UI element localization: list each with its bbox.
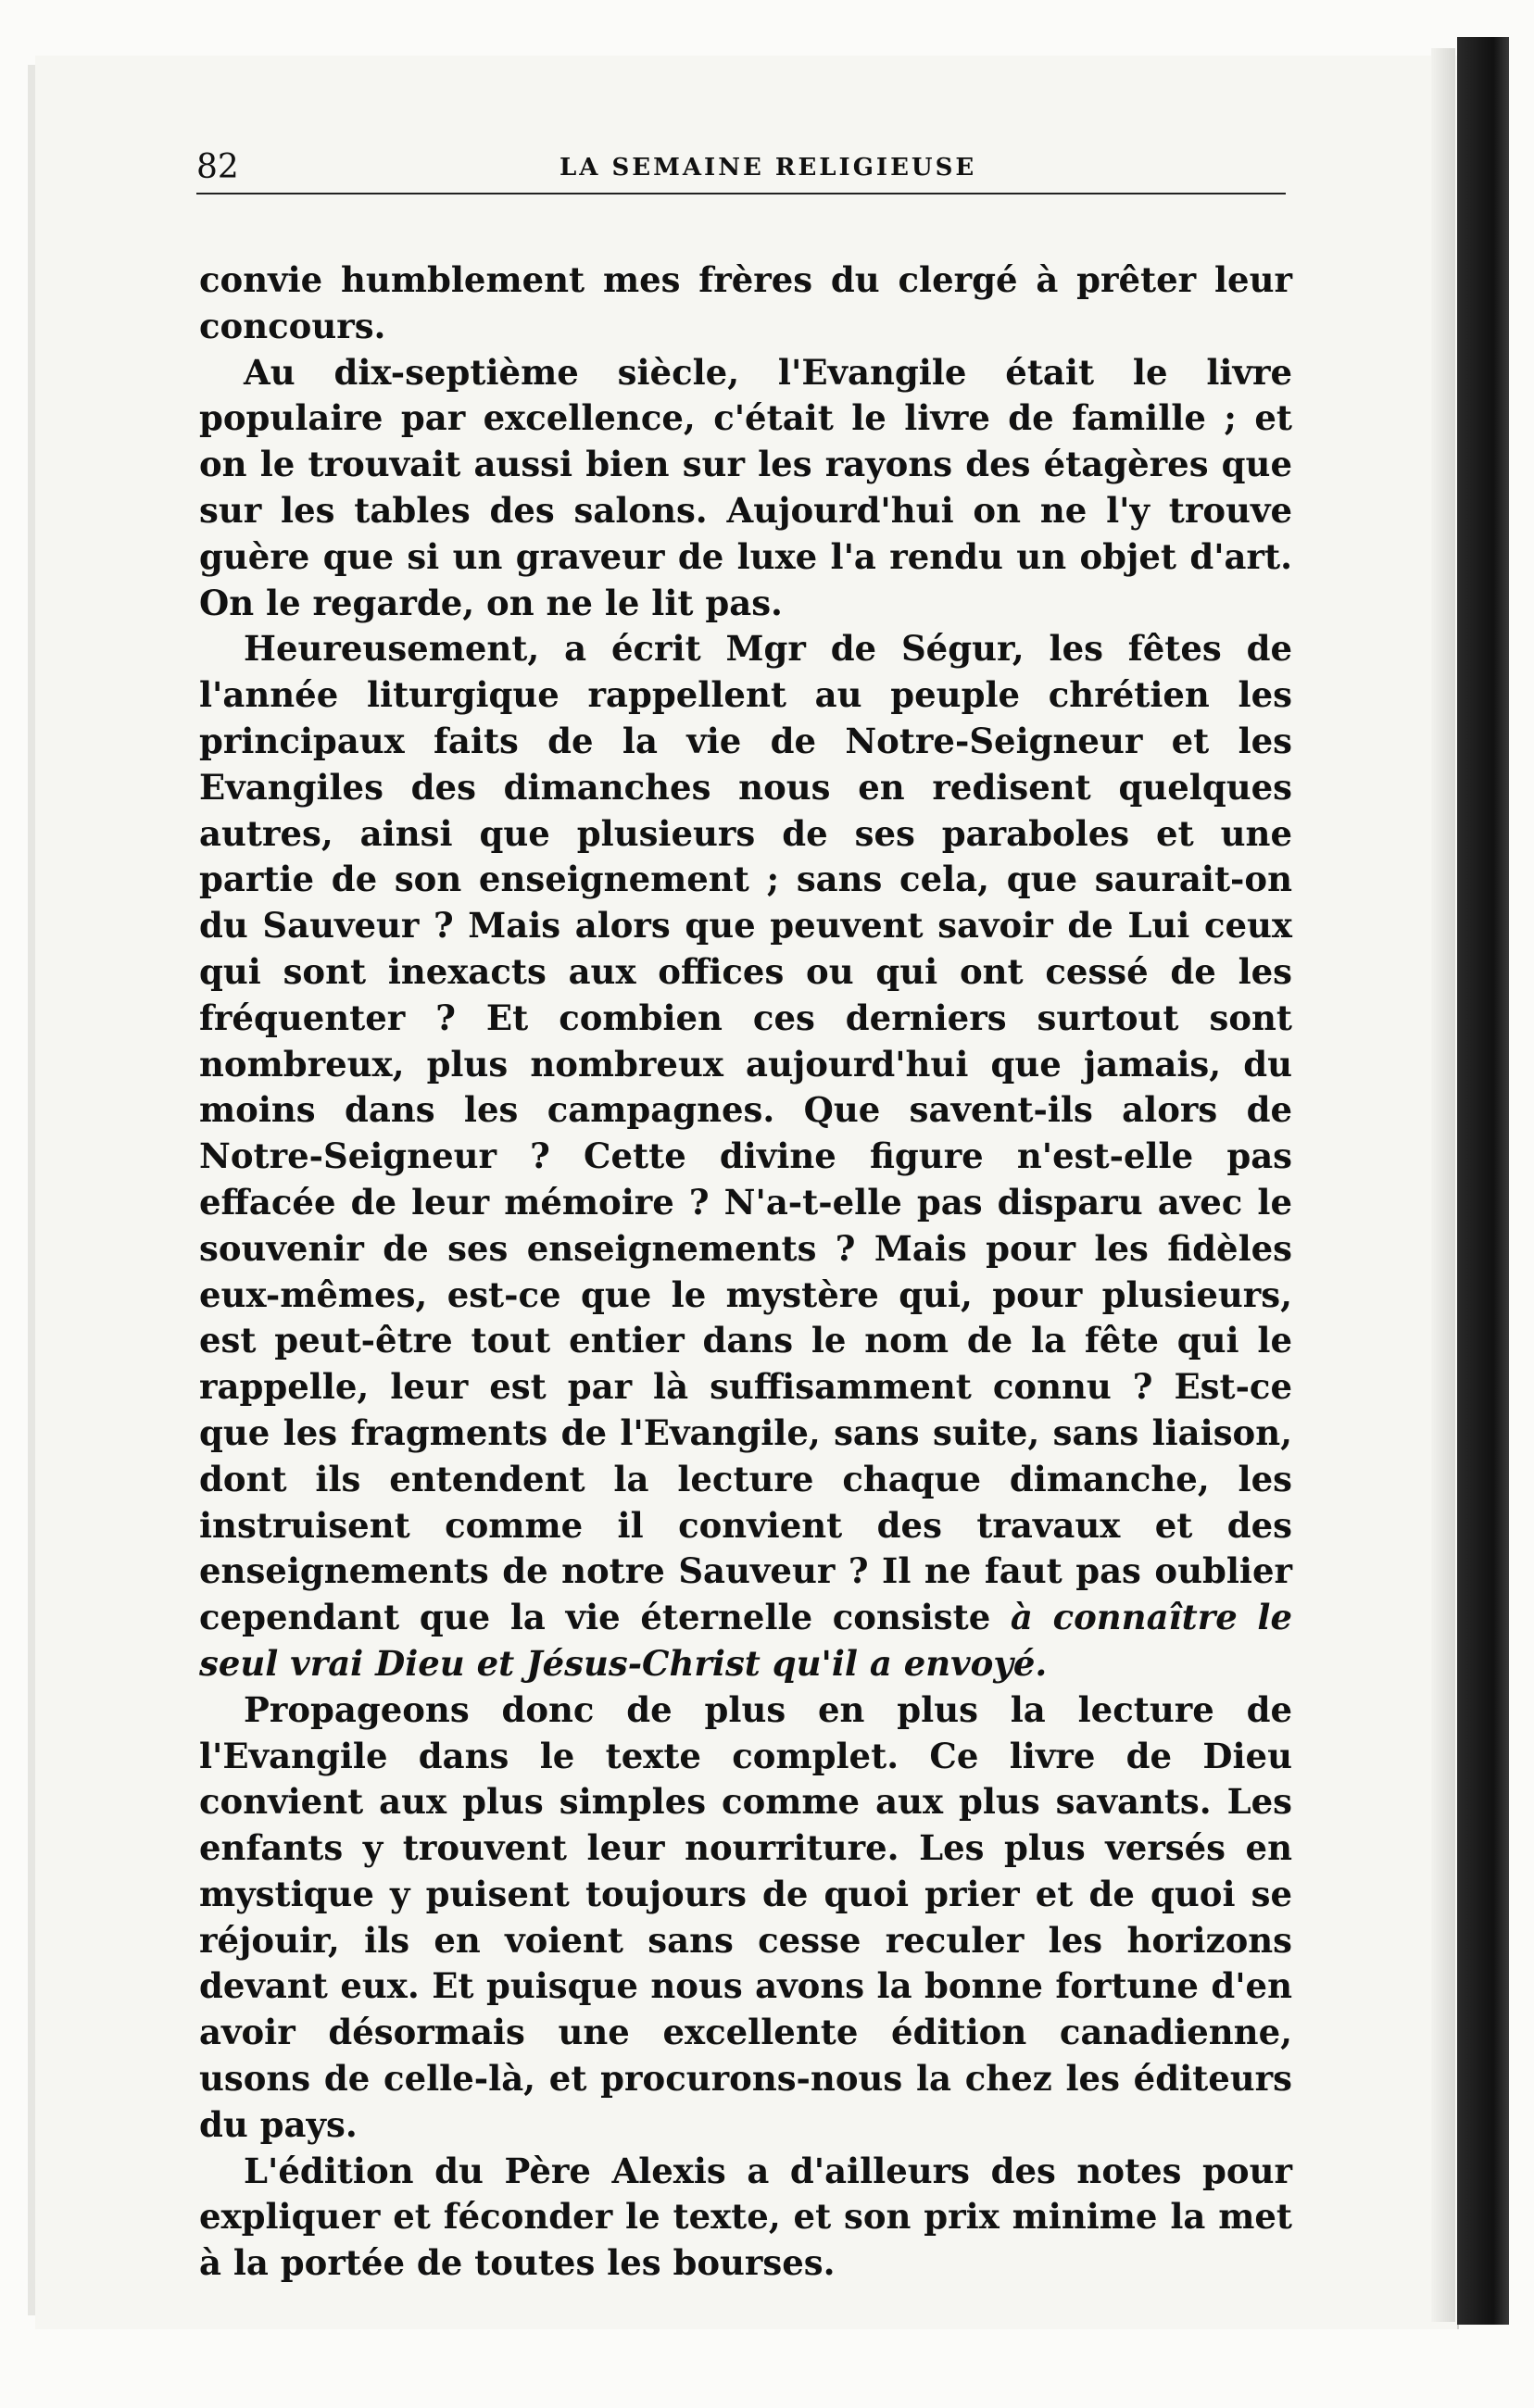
paragraph-text: convie humblement mes frères du clergé à prêter leur concours.: [199, 259, 1292, 346]
paragraph-text: Au dix-septième siècle, l'Evangile était le livre populaire par excellence, c'était le livre de famille ; et on le trouvait aussi bien sur les rayons des étagères que sur les tables des salons. Aujourd'hui on ne l'y trouve guère que si un graveur de luxe l'a rendu un objet d'art. On le regarde, on ne le lit pas.: [199, 351, 1292, 623]
paragraph: [199, 2149, 1292, 2287]
page-edge-shade: [1431, 48, 1455, 2322]
page-header: [196, 139, 1286, 194]
paragraph: [199, 257, 1292, 350]
page-number: 82: [196, 148, 239, 186]
page-gutter-shadow: [1457, 37, 1509, 2325]
running-head: LA SEMAINE RELIGIEUSE: [560, 154, 977, 182]
paragraph-text: L'édition du Père Alexis a d'ailleurs des notes pour expliquer et féconder le texte, et son prix minime la met à la portée de toutes les bourses.: [199, 2150, 1292, 2284]
scripture-quote: à connaître le seul vrai Dieu et Jésus-Christ qu'il a envoyé.: [199, 1597, 1293, 1684]
paragraph: [199, 350, 1292, 627]
header-rule: [196, 193, 1286, 194]
paragraph-text: Heureusement, a écrit Mgr de Ségur, les fêtes de l'année liturgique rappellent au peuple chrétien les principaux faits de la vie de Notre-Seigneur et les Evangiles des dimanches nous en redisent quelques autres, ainsi que plusieurs de ses paraboles et une partie de son enseignement ; sans cela, que saurait-on du Sauveur ? Mais alors que peuvent savoir de Lui ceux qui sont inexacts aux offices ou qui ont cessé de les fréquenter ? Et combien ces derniers surtout sont nombreux, plus nombreux aujourd'hui que jamais, du moins dans les campagnes. Que savent-ils alors de Notre-Seigneur ? Cette divine figure n'est-elle pas effacée de leur mémoire ? N'a-t-elle pas disparu avec le souvenir de ses enseignements ? Mais pour les fidèles eux-mêmes, est-ce que le mystère qui, pour plusieurs, est peut-être tout entier dans le nom de la fête qui le rappelle, leur est par là suffisamment connu ? Est-ce que les fragments de l'Evangile, sans suite, sans liaison, dont ils entendent la lecture chaque dimanche, les instruisent comme il convient des travaux et des enseignements de notre Sauveur ? Il ne faut pas oublier cependant que la vie éternelle consiste: [199, 628, 1292, 1638]
page-binding-edge: [28, 65, 35, 2315]
paragraph: [199, 626, 1292, 1687]
paragraph-text: Propageons donc de plus en plus la lecture de l'Evangile dans le texte complet. Ce livre de Dieu convient aux plus simples comme aux plus savants. Les enfants y trouvent leur nourriture. Les plus versés en mystique y puisent toujours de quoi prier et de quoi se réjouir, ils en voient sans cesse reculer les horizons devant eux. Et puisque nous avons la bonne fortune d'en avoir désormais une excellente édition canadienne, usons de celle-là, et procurons-nous la chez les éditeurs du pays.: [199, 1688, 1292, 2145]
body-text: [199, 257, 1292, 2287]
paragraph: [199, 1687, 1292, 2149]
